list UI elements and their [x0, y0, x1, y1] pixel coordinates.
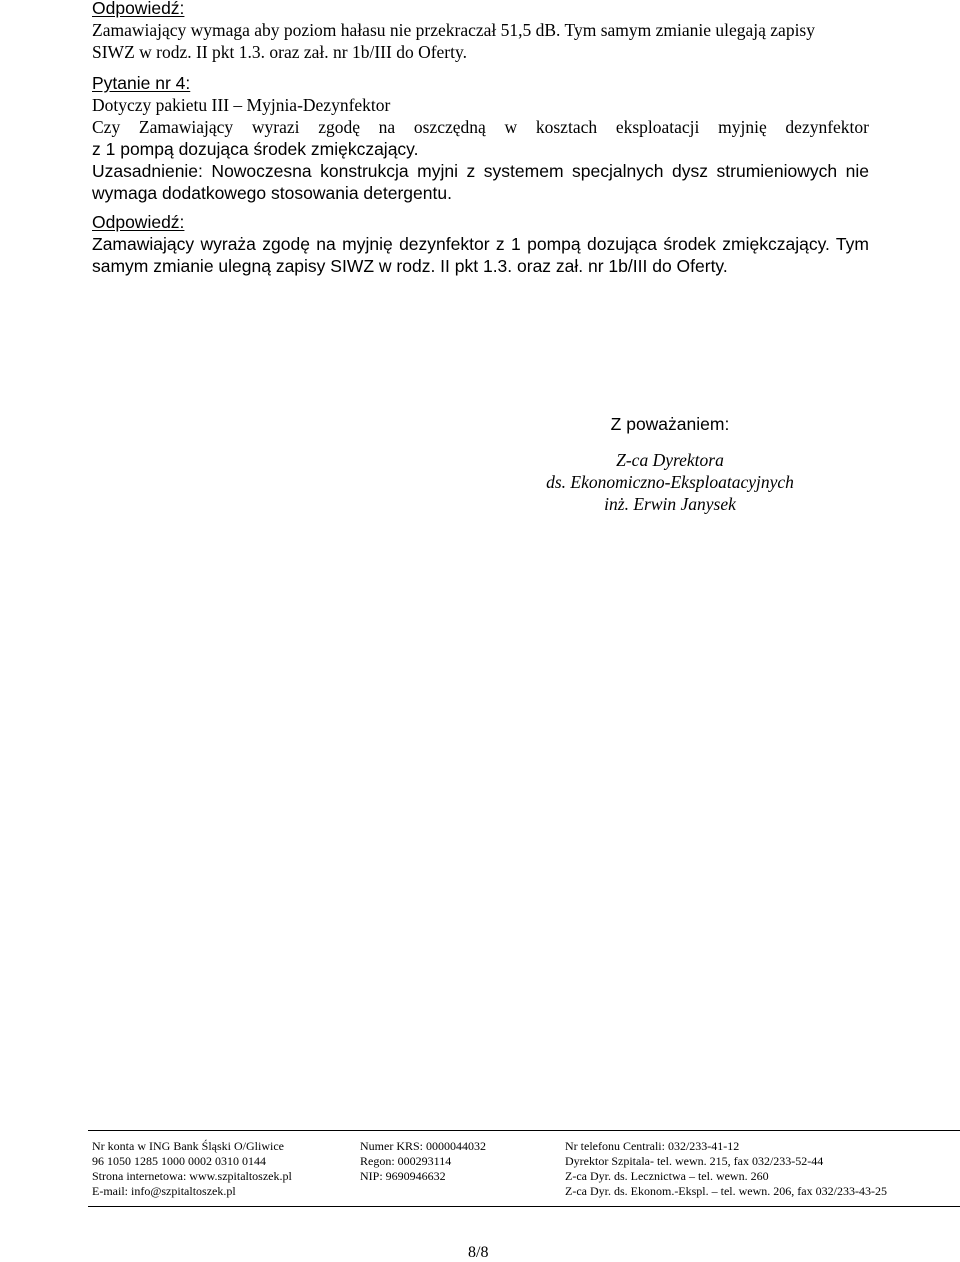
question-4-justification-line-2: wymaga dodatkowego stosowania detergentu.	[92, 183, 452, 203]
page-number: 8/8	[468, 1244, 489, 1261]
answer-3-heading: Odpowiedź:	[92, 0, 185, 18]
question-4-heading: Pytanie nr 4:	[92, 73, 191, 93]
footer-account-number: 96 1050 1285 1000 0002 0310 0144	[92, 1154, 266, 1168]
footer-bank-account: Nr konta w ING Bank Śląski O/Gliwice	[92, 1139, 284, 1153]
signature-name: inż. Erwin Janysek	[604, 494, 736, 514]
footer-email: E-mail: info@szpitaltoszek.pl	[92, 1184, 236, 1198]
question-4-line-1: Dotyczy pakietu III – Myjnia-Dezynfektor	[92, 95, 391, 115]
answer-4-heading: Odpowiedź:	[92, 212, 185, 232]
answer-4-block	[92, 211, 869, 277]
question-4-line-3: z 1 pompą dozująca środek zmiękczający.	[92, 139, 419, 159]
footer-director-phone: Dyrektor Szpitala- tel. wewn. 215, fax 032/233-52-44	[565, 1154, 824, 1168]
footer-deputy-economic-phone: Z-ca Dyr. ds. Ekonom.-Ekspl. – tel. wewn. 206, fax 032/233-43-25	[565, 1184, 887, 1198]
footer-central-phone: Nr telefonu Centrali: 032/233-41-12	[565, 1139, 740, 1153]
question-4-justification-line-1: Uzasadnienie: Nowoczesna konstrukcja myjni z systemem specjalnych dysz strumieniowych nie	[92, 161, 869, 181]
answer-3-line-1: Zamawiający wymaga aby poziom hałasu nie przekraczał 51,5 dB. Tym samym zmianie ulegają zapisy	[92, 20, 815, 40]
footer-contact-info	[565, 1139, 887, 1199]
footer-registry-info	[360, 1139, 486, 1184]
signature-block	[500, 414, 840, 514]
question-4-block	[92, 72, 869, 204]
footer-bank-info	[92, 1139, 292, 1199]
footer-divider-bottom	[88, 1206, 960, 1207]
footer-divider-top	[88, 1130, 960, 1131]
footer-deputy-medical-phone: Z-ca Dyr. ds. Lecznictwa – tel. wewn. 260	[565, 1169, 769, 1183]
footer-krs: Numer KRS: 0000044032	[360, 1139, 486, 1153]
signature-title-1: Z-ca Dyrektora	[616, 450, 724, 470]
answer-3-line-2: SIWZ w rodz. II pkt 1.3. oraz zał. nr 1b/III do Oferty.	[92, 42, 467, 62]
signature-title-2: ds. Ekonomiczno-Eksploatacyjnych	[546, 472, 794, 492]
footer-website: Strona internetowa: www.szpitaltoszek.pl	[92, 1169, 292, 1183]
answer-3-block	[92, 0, 869, 63]
footer-regon: Regon: 000293114	[360, 1154, 452, 1168]
answer-4-line-1: Zamawiający wyraża zgodę na myjnię dezynfektor z 1 pompą dozująca środek zmiękczający. Tym	[92, 234, 869, 254]
answer-4-line-2: samym zmianie ulegną zapisy SIWZ w rodz. II pkt 1.3. oraz zał. nr 1b/III do Oferty.	[92, 256, 728, 276]
question-4-line-2: Czy Zamawiający wyrazi zgodę na oszczędną w kosztach eksploatacji myjnię dezynfektor	[92, 117, 869, 137]
footer-nip: NIP: 9690946632	[360, 1169, 446, 1183]
signature-greeting: Z poważaniem:	[610, 414, 730, 434]
